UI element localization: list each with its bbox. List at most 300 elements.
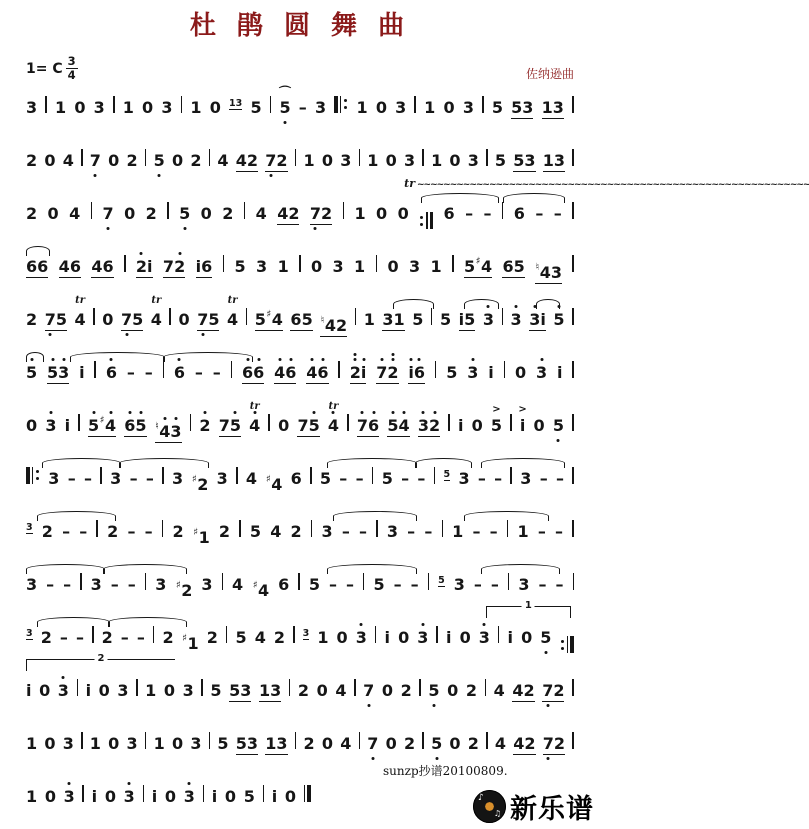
barline-stroke: [375, 626, 377, 643]
note-token: [79, 521, 88, 541]
octave-dot-above: [557, 305, 560, 308]
note-char: 3: [58, 365, 69, 381]
note-char: 7: [542, 683, 553, 699]
note-char: –: [473, 574, 482, 594]
note-char: i: [556, 362, 563, 382]
barline-stroke: [508, 573, 510, 590]
barline-stroke: [78, 414, 80, 431]
note-char: 2: [101, 627, 113, 647]
note-token: [540, 627, 552, 647]
time-signature-top: 3: [67, 53, 76, 68]
note-char: 3: [552, 97, 564, 117]
barline: [190, 414, 192, 431]
note-token: [297, 415, 320, 437]
note-char: 2: [190, 150, 202, 170]
note-char: 7: [90, 153, 101, 169]
barline: [143, 785, 145, 802]
note-token: [273, 627, 286, 647]
grace-note: 5: [438, 574, 445, 586]
barline-stroke: [226, 626, 228, 643]
note-char: 3: [216, 468, 228, 488]
barline-stroke: [572, 414, 574, 431]
note-char: 3: [171, 468, 184, 488]
octave-dot-below: [183, 227, 186, 230]
barline-stroke: [572, 308, 574, 325]
note-char: 4: [91, 256, 103, 276]
barline: [359, 732, 361, 749]
note-char: 2: [523, 680, 535, 700]
note-token: [63, 574, 72, 594]
trill-mark: tr: [227, 294, 238, 306]
barline: [452, 255, 454, 272]
note-token: [535, 203, 544, 223]
note-char: i: [211, 786, 218, 806]
note-token: [211, 786, 218, 806]
barline: [448, 414, 450, 431]
note-token: [235, 733, 259, 755]
note-token: [108, 733, 120, 753]
barline-stroke: [295, 732, 297, 749]
note-char: 1: [542, 150, 554, 170]
note-token: [212, 362, 221, 382]
note-token: [129, 468, 138, 488]
note-char: 2: [403, 733, 416, 753]
note-char: 4: [274, 365, 285, 381]
note-char: –: [63, 574, 72, 594]
note-char: 1: [265, 733, 277, 753]
note-char: 5: [88, 418, 99, 434]
slur-arc: [37, 617, 110, 627]
note-char: 7: [357, 418, 368, 434]
note-token: [345, 574, 354, 594]
note-token: [387, 256, 399, 276]
octave-dot-above: [278, 358, 281, 361]
note-char: 5: [26, 365, 37, 381]
repeat-dot: [36, 470, 39, 473]
barline-stroke: [96, 520, 98, 537]
note-char: 2: [387, 365, 398, 381]
note-token: [194, 362, 203, 382]
note-token: [510, 309, 522, 329]
note-char: 0: [44, 733, 56, 753]
barline: [270, 96, 272, 113]
note-char: 5: [47, 365, 58, 381]
note-token: [538, 574, 547, 594]
note-char: 2: [290, 521, 302, 541]
note-char: 2: [107, 521, 119, 541]
note-char: 0: [200, 203, 212, 223]
note-token: [320, 314, 348, 337]
note-char: 3: [240, 680, 252, 700]
note-token: [117, 680, 129, 700]
barline: [435, 361, 437, 378]
note-token: [235, 627, 247, 647]
note-token: [403, 150, 416, 170]
note-char: 1: [26, 733, 38, 753]
note-token: [431, 150, 443, 170]
repeat-dot: [561, 640, 564, 643]
note-token: [197, 309, 220, 331]
barline: [209, 149, 211, 166]
note-char: i: [271, 786, 278, 806]
note-token: [542, 680, 565, 702]
note-token: [161, 97, 173, 117]
note-char: i: [457, 415, 464, 435]
note-token: [271, 786, 278, 806]
barline-stroke: [426, 212, 428, 229]
note-token: [356, 415, 380, 437]
note-token: [482, 309, 494, 329]
note-char: 0: [108, 150, 120, 170]
note-token: [463, 255, 493, 278]
note-char: 3: [48, 468, 60, 488]
note-char: 1: [431, 150, 443, 170]
note-char: 1: [517, 521, 529, 541]
note-token: [150, 294, 162, 329]
barline-stroke: [136, 679, 138, 696]
barline: [422, 149, 424, 166]
note-char: 1: [198, 527, 210, 547]
note-token: [290, 309, 313, 331]
barline: [355, 308, 357, 325]
note-char: 3: [529, 312, 540, 328]
barline: [209, 732, 211, 749]
note-char: 3: [524, 150, 536, 170]
barline: [81, 732, 83, 749]
note-token: [400, 680, 412, 700]
note-char: 5: [540, 630, 551, 646]
note-token: [101, 627, 113, 647]
note-token: [321, 150, 333, 170]
note-token: [44, 309, 67, 331]
note-char: 0: [284, 786, 297, 806]
barline-stroke: [372, 467, 374, 484]
note-char: –: [339, 468, 348, 488]
note-token: [44, 733, 56, 753]
note-char: 5: [243, 786, 255, 806]
barline: [507, 520, 509, 537]
note-token: [431, 733, 443, 753]
note-token: [191, 473, 209, 494]
barline-stroke: [572, 255, 574, 272]
note-token: [385, 150, 397, 170]
note-token: [90, 574, 102, 594]
note-char: 4: [245, 468, 258, 488]
note-char: 5: [513, 256, 525, 276]
note-char: –: [553, 203, 562, 223]
note-char: –: [129, 468, 138, 488]
barline-stroke: [572, 149, 574, 166]
note-char: ♯: [182, 632, 188, 644]
note-token: [513, 203, 525, 223]
note-char: 3: [395, 97, 407, 117]
key-signature: [26, 53, 78, 83]
note-token: [200, 203, 212, 223]
barline: [442, 520, 444, 537]
octave-dot-below: [314, 227, 317, 230]
note-token: [144, 362, 153, 382]
music-line: [26, 255, 574, 281]
barline-stroke: [414, 96, 416, 113]
note-token: [87, 414, 117, 437]
note-token: [108, 150, 120, 170]
note-token: [408, 362, 426, 384]
note-char: –: [328, 574, 337, 594]
note-token: [424, 97, 436, 117]
note-char: i: [147, 256, 153, 276]
barline: [169, 308, 171, 325]
note-token: [336, 627, 348, 647]
note-token: [554, 521, 563, 541]
note-char: i: [79, 362, 85, 382]
octave-dot-below: [269, 174, 272, 177]
note-char: 3: [340, 150, 352, 170]
note-char: 5: [250, 97, 262, 117]
barline-stroke: [448, 414, 450, 431]
repeat-dots: [561, 640, 564, 650]
note-char: i: [488, 362, 494, 382]
grace-note: 3: [26, 627, 33, 639]
note-char: 2: [297, 680, 310, 700]
note-char: 0: [209, 97, 221, 117]
note-char: 2: [174, 259, 185, 275]
note-char: 3: [511, 312, 522, 328]
barline: [572, 149, 574, 166]
barline-stroke: [295, 149, 297, 166]
note-char: 3: [117, 680, 129, 700]
note-char: 5: [319, 468, 331, 488]
note-token: [327, 400, 340, 435]
note-token: [430, 256, 442, 276]
note-char: 2: [197, 474, 209, 494]
octave-dot-above: [234, 411, 237, 414]
barline: [375, 626, 377, 643]
barline: [573, 573, 575, 590]
note-token: [85, 680, 92, 700]
note-char: 3: [126, 733, 138, 753]
note-token: [354, 256, 366, 276]
barline-stroke: [452, 255, 454, 272]
note-token: [153, 733, 165, 753]
note-token: [290, 521, 302, 541]
octave-dot-above: [421, 623, 424, 626]
note-char: 4: [235, 150, 247, 170]
note-char: –: [59, 627, 68, 647]
barline: [510, 414, 512, 431]
note-token: [242, 362, 265, 384]
note-token: [102, 309, 114, 329]
note-token: [332, 256, 344, 276]
note-token: [449, 733, 461, 753]
barline: [295, 732, 297, 749]
repeat-dot: [344, 106, 347, 109]
barline: [572, 202, 574, 219]
note-char: 0: [310, 256, 323, 276]
barline-stroke: [113, 96, 115, 113]
barline: [304, 785, 311, 802]
note-token: [279, 84, 292, 117]
note-token: [91, 786, 98, 806]
note-char: i: [458, 309, 465, 329]
note-char: –: [127, 574, 136, 594]
note-char: 4: [159, 424, 170, 440]
barline-stroke: [201, 679, 203, 696]
barline-stroke: [82, 785, 84, 802]
octave-dot-above: [68, 782, 71, 785]
note-char: 3: [161, 97, 173, 117]
octave-dot-above: [433, 411, 436, 414]
note-token: [126, 362, 135, 382]
barline-stroke: [572, 520, 574, 537]
trill-label: tr: [404, 176, 415, 190]
note-char: 0: [321, 733, 333, 753]
note-char: ♯: [175, 579, 181, 591]
note-char: 3: [409, 256, 421, 276]
barline: [91, 202, 93, 219]
note-token: [489, 521, 498, 541]
note-token: [62, 521, 71, 541]
note-token: [69, 203, 81, 223]
barline-stroke: [431, 308, 433, 325]
barline-stroke: [502, 202, 504, 219]
volta-bracket: [486, 599, 570, 618]
note-token: [541, 97, 564, 119]
note-token: [217, 150, 229, 170]
note-char: 0: [171, 733, 184, 753]
note-token: [45, 415, 57, 435]
note-token: [123, 786, 135, 806]
barline-stroke: [376, 255, 378, 272]
barline-stroke: [244, 202, 246, 219]
note-token: [306, 362, 329, 384]
note-token: [335, 680, 347, 700]
note-char: 2: [172, 521, 184, 541]
note-token: [256, 256, 268, 276]
octave-dot-above: [321, 358, 324, 361]
octave-dot-above: [354, 358, 357, 361]
note-char: 6: [242, 365, 253, 381]
note-char: 3: [45, 418, 56, 434]
note-char: 6: [106, 365, 117, 381]
barline: [162, 467, 164, 484]
octave-dot-above: [203, 411, 206, 414]
note-char: 1: [424, 97, 436, 117]
note-char: 4: [255, 203, 267, 223]
note-char: 1: [356, 97, 368, 117]
note-char: 7: [297, 415, 309, 435]
note-char: –: [472, 521, 481, 541]
note-char: –: [359, 521, 367, 541]
note-char: 4: [271, 309, 283, 329]
note-char: 3: [124, 789, 135, 805]
note-char: 4: [150, 309, 162, 329]
barline-stroke: [354, 679, 356, 696]
note-char: 3: [458, 468, 470, 488]
barline: [236, 467, 238, 484]
barline: [136, 679, 138, 696]
note-char: 3: [550, 262, 562, 282]
note-token: [483, 203, 492, 223]
note-char: –: [298, 97, 307, 117]
note-char: 0: [471, 415, 483, 435]
note-char: 5: [491, 97, 503, 117]
note-char: –: [465, 203, 474, 223]
note-token: [467, 733, 479, 753]
note-char: 1: [367, 150, 379, 170]
barline-stroke: [507, 520, 509, 537]
note-char: 2: [553, 680, 565, 700]
note-token: [195, 256, 213, 278]
note-char: 2: [162, 627, 174, 647]
note-char: 7: [363, 683, 374, 699]
barline-stroke: [572, 361, 574, 378]
note-char: 4: [232, 574, 244, 594]
barline: [93, 308, 95, 325]
note-token: [67, 468, 76, 488]
note-token: [145, 203, 157, 223]
octave-dot-above: [310, 358, 313, 361]
note-char: 0: [171, 150, 184, 170]
barline: [343, 202, 345, 219]
note-char: i: [361, 365, 366, 381]
barline-stroke: [45, 96, 47, 113]
note-token: [218, 415, 241, 437]
note-token: [44, 150, 56, 170]
note-char: 0: [102, 309, 114, 329]
note-char: 5: [439, 309, 452, 329]
octave-dot-above: [178, 252, 181, 255]
note-token: [459, 627, 471, 647]
note-char: 0: [336, 627, 348, 647]
note-char: –: [46, 574, 55, 594]
barline-stroke: [299, 255, 301, 272]
note-token: [297, 680, 310, 700]
note-token: [155, 574, 167, 594]
music-note-icon: ♪: [478, 793, 484, 803]
note-char: 5: [279, 97, 291, 117]
site-logo: [473, 787, 594, 826]
note-char: 0: [381, 680, 393, 700]
note-token: [63, 786, 75, 806]
note-token: [355, 468, 364, 488]
music-line: [26, 176, 809, 228]
note-token: [502, 256, 525, 278]
barline: [263, 785, 265, 802]
barline: [181, 96, 183, 113]
note-char: –: [490, 574, 499, 594]
note-token: [193, 526, 210, 547]
note-token: [26, 415, 38, 435]
note-char: 6: [502, 256, 514, 276]
note-token: [401, 468, 410, 488]
note-char: –: [127, 521, 136, 541]
note-char: 1: [26, 786, 38, 806]
note-char: 2: [26, 309, 38, 329]
octave-dot-above: [540, 358, 543, 361]
note-token: [277, 256, 289, 276]
note-token: [488, 362, 494, 382]
music-line: [26, 361, 574, 387]
note-token: [494, 468, 503, 488]
music-note-icon: ♫: [493, 809, 501, 818]
barline-stroke: [572, 732, 574, 749]
barline: [311, 520, 313, 537]
note-char: –: [424, 521, 433, 541]
note-char: 1: [153, 733, 165, 753]
note-char: 2: [26, 203, 38, 223]
note-token: [314, 97, 327, 117]
note-char: i: [408, 365, 413, 381]
